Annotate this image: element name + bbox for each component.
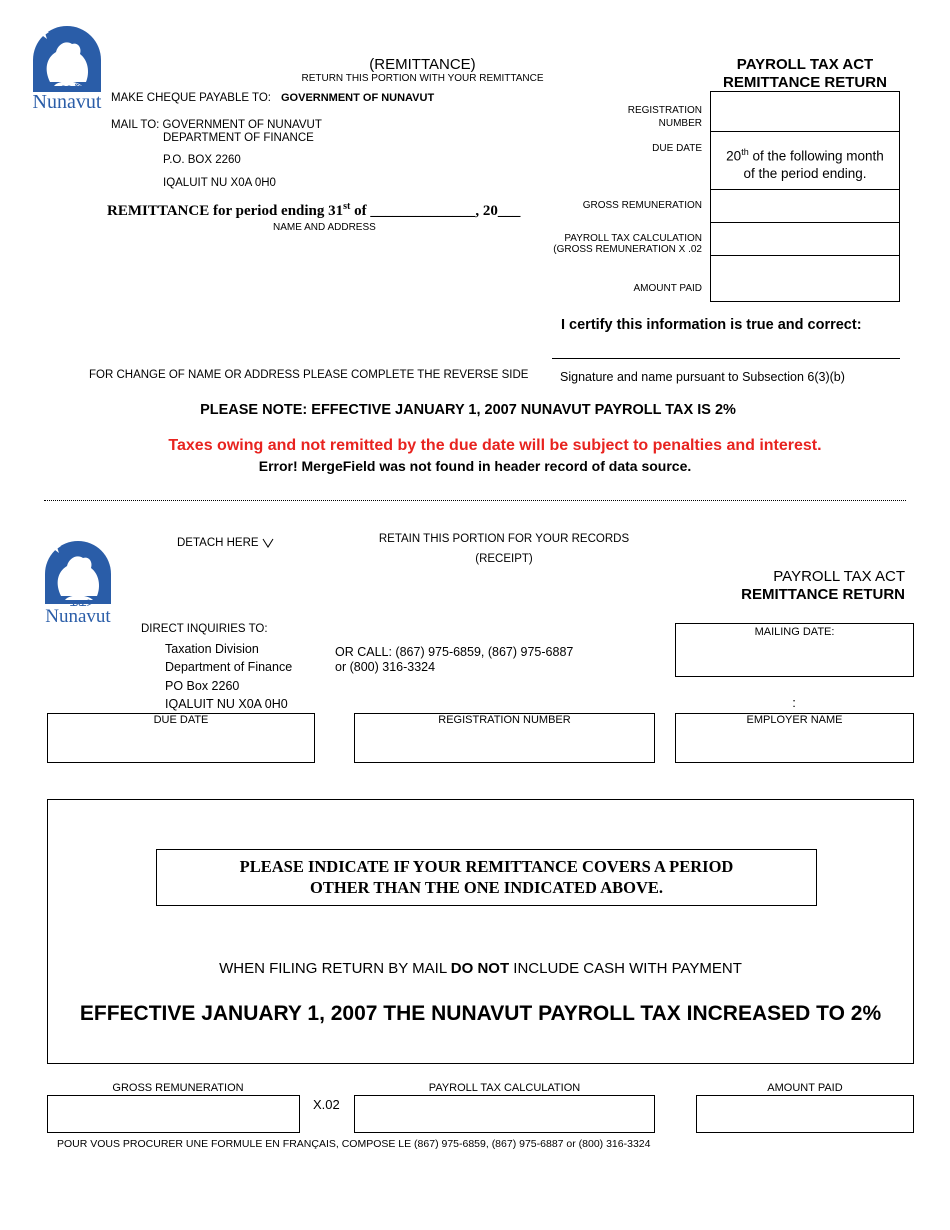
penalty-warning: Taxes owing and not remitted by the due date will be subject to penalties and interest. [168,437,822,454]
signature-label: Signature and name pursuant to Subsection 6(3)(b) [560,370,845,384]
header-line-1: PAYROLL TAX ACT [736,56,874,73]
logo-syllabics: ᓄᓇᕗᑦ [57,82,87,93]
bottom-calc-field[interactable] [354,1095,655,1133]
multiplier-label: X.02 [313,1097,340,1112]
cheque-label: MAKE CHEQUE PAYABLE TO: [111,92,271,104]
mail-warning [47,960,914,977]
gross-remuneration-label: GROSS REMUNERATION [582,200,702,211]
employer-name-field[interactable] [675,713,914,763]
due-value-sup: th [741,147,749,157]
mail-warning-bold: DO NOT [450,960,510,977]
payroll-tax-calc-field[interactable] [711,223,899,254]
period-ending-line [107,201,520,220]
inquiries-label: DIRECT INQUIRIES TO: [141,623,268,635]
mailing-date-field[interactable] [675,623,914,677]
certify-text: I certify this information is true and correct: [561,317,862,333]
receipt-registration-label: REGISTRATION NUMBER [438,714,571,726]
due-value-line-2: of the period ending. [743,165,867,181]
receipt-due-date-label: DUE DATE [153,714,209,726]
colon-mark: : [792,695,796,710]
bottom-amount-label: AMOUNT PAID [767,1082,843,1094]
mail-line-2: DEPARTMENT OF FINANCE [163,132,314,144]
call-line-1: OR CALL: (867) 975-6859, (867) 975-6887 [335,645,574,659]
employer-name-label: EMPLOYER NAME [746,714,843,726]
detach-label: DETACH HERE [177,537,259,549]
inquiries-address-line-3: PO Box 2260 [165,678,240,693]
retain-note: RETAIN THIS PORTION FOR YOUR RECORDS [378,533,630,545]
logo-text: Nunavut [45,606,111,626]
amount-paid-field[interactable] [711,256,899,301]
mail-warning-post: INCLUDE CASH WITH PAYMENT [509,960,742,977]
registration-label-line-1: REGISTRATION [627,105,702,116]
mailing-date-label: MAILING DATE: [754,626,835,638]
mail-line-3: P.O. BOX 2260 [163,154,241,166]
period-sup: st [343,201,351,212]
field-divider [710,131,900,132]
registration-number-field[interactable] [711,92,899,130]
remittance-subtitle: RETURN THIS PORTION WITH YOUR REMITTANCE [301,73,544,84]
registration-number-label [560,104,702,130]
indicate-line-2: OTHER THAN THE ONE INDICATED ABOVE. [310,878,663,897]
signature-line[interactable] [552,358,900,359]
bottom-amount-field[interactable] [696,1095,914,1133]
registration-label-line-2: NUMBER [658,118,702,129]
calc-label-line-1: PAYROLL TAX CALCULATION [564,233,702,244]
mail-line-4: IQALUIT NU X0A 0H0 [163,177,276,189]
call-line-2: or (800) 316-3324 [335,660,436,674]
chevron-down-icon [262,538,274,548]
inquiries-address [165,640,292,713]
calc-label-line-2: (GROSS REMUNERATION X .02 [553,244,702,255]
receipt-due-date-field[interactable] [47,713,315,763]
header-line-2: REMITTANCE RETURN [723,74,887,91]
amount-paid-label: AMOUNT PAID [633,283,702,294]
logo-syllabics: ᓄᓇᕗᑦ [69,598,99,609]
nunavut-logo [40,534,116,626]
gross-remuneration-field[interactable] [711,190,899,221]
due-date-label: DUE DATE [652,143,702,154]
payroll-tax-calc-label [540,233,702,255]
french-note: POUR VOUS PROCURER UNE FORMULE EN FRANÇAIS, COMPOSE LE (867) 975-6859, (867) 975-6887 or (800) 316-3324 [57,1138,651,1150]
detach-here [177,537,274,549]
bottom-gross-label: GROSS REMUNERATION [112,1082,244,1094]
nunavut-logo [28,20,106,112]
receipt-title-line-2: REMITTANCE RETURN [741,586,905,603]
change-address-note: FOR CHANGE OF NAME OR ADDRESS PLEASE COMPLETE THE REVERSE SIDE [89,369,529,381]
effective-notice: EFFECTIVE JANUARY 1, 2007 THE NUNAVUT PAYROLL TAX INCREASED TO 2% [79,1002,882,1025]
please-note: PLEASE NOTE: EFFECTIVE JANUARY 1, 2007 NUNAVUT PAYROLL TAX IS 2% [200,402,736,418]
receipt-registration-field[interactable] [354,713,655,763]
due-date-value [712,144,898,182]
call-numbers [335,645,573,675]
due-value-post: of the following month [748,148,884,164]
cheque-value: GOVERNMENT OF NUNAVUT [281,92,435,104]
period-indicator-box[interactable] [156,849,817,906]
mail-line-1: MAIL TO: GOVERNMENT OF NUNAVUT [111,119,322,131]
inquiries-address-line-4: IQALUIT NU X0A 0H0 [165,696,288,711]
due-value-pre: 20 [726,148,742,164]
name-address-label: NAME AND ADDRESS [273,222,376,233]
detach-line [44,500,906,501]
receipt-act-title [650,568,905,604]
period-indicator-text [157,856,816,898]
inquiries-address-line-2: Department of Finance [165,660,293,675]
error-message: Error! MergeField was not found in header record of data source. [258,458,692,474]
bottom-calc-label: PAYROLL TAX CALCULATION [428,1082,581,1094]
receipt-label: (RECEIPT) [475,553,533,565]
logo-text: Nunavut [32,91,102,112]
period-suffix: of ______________, 20___ [350,203,521,219]
receipt-title-line-1: PAYROLL TAX ACT [773,568,905,585]
header-act-title [705,56,905,92]
period-prefix: REMITTANCE for period ending 31 [107,203,344,219]
inquiries-address-line-1: Taxation Division [165,642,259,656]
remittance-title: (REMITTANCE) [369,56,476,73]
indicate-line-1: PLEASE INDICATE IF YOUR REMITTANCE COVERS A PERIOD [239,857,734,876]
mail-warning-pre: WHEN FILING RETURN BY MAIL [219,960,451,977]
bottom-gross-field[interactable] [47,1095,300,1133]
